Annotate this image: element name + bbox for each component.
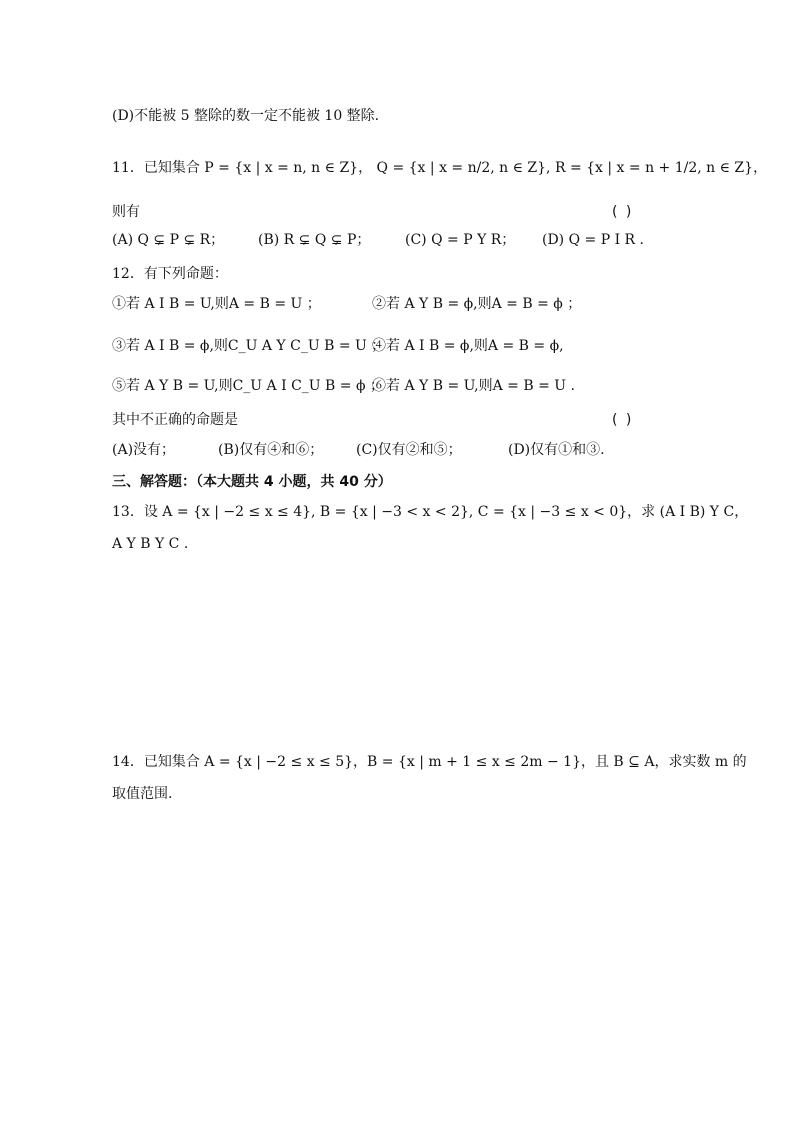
q12-stem: 12．有下列命题： — [112, 266, 228, 282]
q12-question: 其中不正确的命题是 — [112, 412, 238, 428]
q11-option-c: (C) Q = P Y R； — [405, 232, 516, 248]
q12-option-b: (B)仅有④和⑥； — [218, 442, 324, 458]
q13-line-1: 13．设 A = {x | −2 ≤ x ≤ 4}, B = {x | −3 < x < 2}, C = {x | −3 ≤ x < 0}，求 (A I B) Y C， — [112, 504, 749, 520]
section-3-heading: 三、解答题：（本大题共 4 小题，共 40 分） — [112, 474, 392, 490]
q11-stem-tail: 则有 — [112, 204, 140, 220]
q12-prop-3: ③若 A I B = ϕ,则C_U A Y C_U B = U ； — [112, 338, 386, 354]
q11-option-a: (A) Q ⊊ P ⊊ R； — [112, 232, 225, 248]
q12-option-d: (D)仅有①和③. — [508, 442, 605, 458]
q12-option-a: (A)没有； — [112, 442, 176, 458]
q11-stem: 11．已知集合 P = {x | x = n, n ∈ Z}， Q = {x | x = n/2, n ∈ Z}, R = {x | x = n + 1/2, n ∈ Z}， — [112, 160, 768, 176]
q14-line-1: 14．已知集合 A = {x | −2 ≤ x ≤ 5}，B = {x | m + 1 ≤ x ≤ 2m − 1}，且 B ⊆ A，求实数 m 的 — [112, 754, 747, 770]
q11-option-b: (B) R ⊊ Q ⊊ P； — [258, 232, 371, 248]
q10-option-d: (D)不能被 5 整除的数一定不能被 10 整除. — [112, 108, 380, 124]
q12-prop-2: ②若 A Y B = ϕ,则A = B = ϕ ； — [372, 296, 582, 312]
q12-prop-6: ⑥若 A Y B = U,则A = B = U . — [372, 378, 575, 394]
q12-prop-5: ⑤若 A Y B = U,则C_U A I C_U B = ϕ ； — [112, 378, 384, 394]
q14-line-2: 取值范围. — [112, 786, 173, 802]
q13-line-2: A Y B Y C . — [112, 536, 189, 552]
q11-answer-bracket: ( ) — [612, 204, 634, 220]
q12-option-c: (C)仅有②和⑤； — [356, 442, 462, 458]
q12-prop-4: ④若 A I B = ϕ,则A = B = ϕ, — [372, 338, 564, 354]
q11-option-d: (D) Q = P I R . — [542, 232, 644, 248]
q12-prop-1: ①若 A I B = U,则A = B = U ； — [112, 296, 321, 312]
q12-answer-bracket: ( ) — [612, 412, 634, 428]
